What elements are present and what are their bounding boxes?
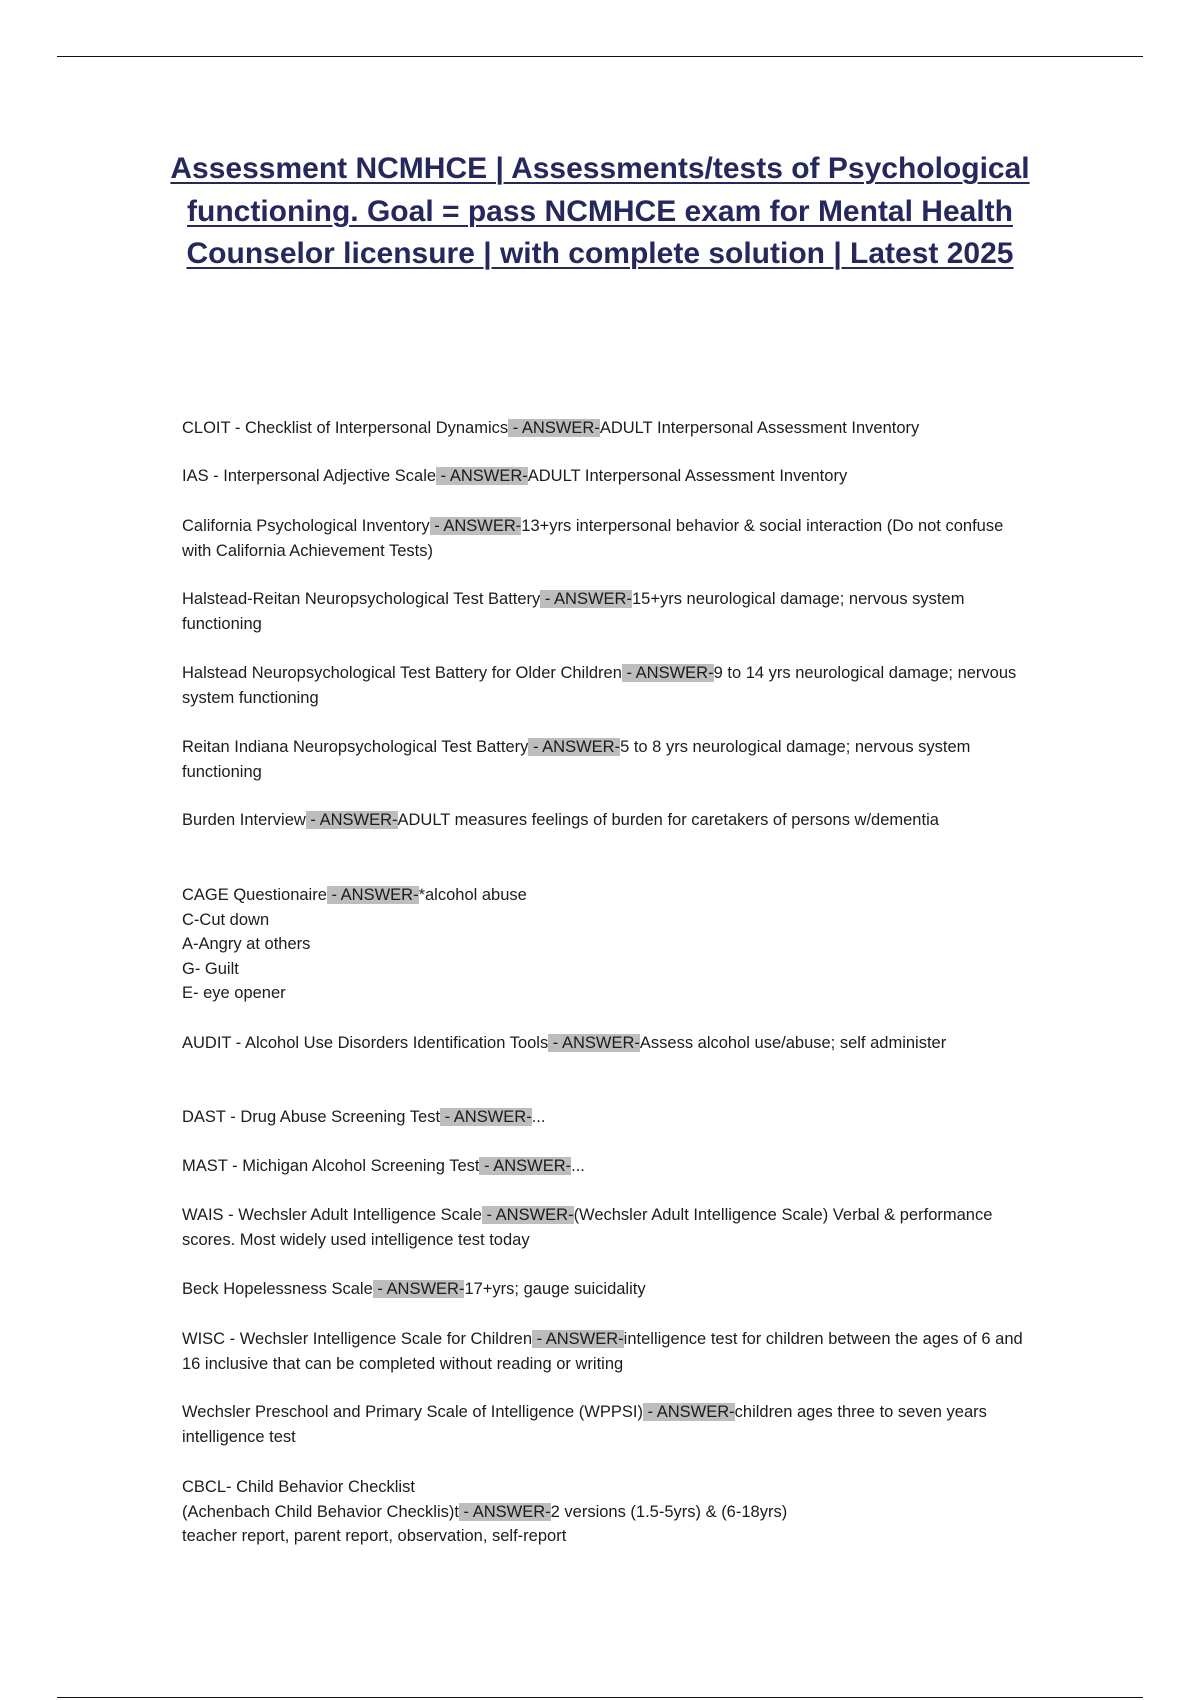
entry-extra-line: G- Guilt	[182, 959, 239, 978]
entry-wais	[182, 1203, 1024, 1252]
entry-term: Burden Interview	[182, 811, 306, 829]
answer-marker: - ANSWER-	[479, 1157, 572, 1175]
entry-answer: ADULT Interpersonal Assessment Inventory	[599, 419, 920, 437]
entry-cage-questionaire	[182, 883, 1024, 1006]
entry-california-psychological-inventory	[182, 514, 1024, 563]
entry-mast	[182, 1154, 1024, 1179]
entry-extra-line: teacher report, parent report, observation, self-report	[182, 1527, 567, 1546]
entry-answer: *alcohol abuse	[418, 886, 527, 904]
answer-marker: - ANSWER-	[540, 590, 632, 608]
entry-beck-hopelessness	[182, 1277, 1024, 1302]
entry-answer: (Wechsler Adult Intelligence Scale) Verbal & performance scores. Most widely used intelligence test today	[182, 1206, 993, 1249]
document-title: Assessment NCMHCE | Assessments/tests of Psychological functioning. Goal = pass NCMHCE exam for Mental Health Counselor licensure | with complete solution | Latest 2025	[170, 152, 1030, 270]
entry-wppsi	[182, 1400, 1024, 1449]
answer-marker: - ANSWER-	[621, 664, 714, 682]
answer-marker: - ANSWER-	[429, 517, 522, 535]
entry-term: IAS - Interpersonal Adjective Scale	[182, 467, 437, 485]
entry-answer: 15+yrs neurological damage; nervous system functioning	[182, 590, 965, 633]
entry-answer: ADULT measures feelings of burden for caretakers of persons w/dementia	[397, 811, 939, 829]
answer-marker: - ANSWER-	[528, 738, 621, 756]
answer-marker: - ANSWER-	[548, 1034, 640, 1052]
entry-answer: intelligence test for children between the ages of 6 and 16 inclusive that can be completed without reading or writing	[182, 1330, 1023, 1373]
entry-reitan-indiana	[182, 735, 1024, 784]
entry-answer: 5 to 8 yrs neurological damage; nervous system functioning	[182, 738, 971, 781]
entry-halstead-reitan	[182, 587, 1024, 636]
entry-answer: Assess alcohol use/abuse; self administer	[639, 1034, 947, 1052]
entry-wisc	[182, 1327, 1024, 1376]
entry-audit	[182, 1031, 1024, 1056]
entry-term: CAGE Questionaire	[182, 886, 327, 904]
entry-term: Halstead Neuropsychological Test Battery for Older Children	[182, 664, 622, 682]
entry-term: CLOIT - Checklist of Interpersonal Dynamics	[182, 419, 509, 437]
answer-marker: - ANSWER-	[458, 1502, 551, 1521]
entry-answer: 17+yrs; gauge suicidality	[464, 1280, 646, 1298]
answer-marker: - ANSWER-	[436, 467, 528, 485]
answer-marker: - ANSWER-	[326, 886, 419, 904]
entry-extra-line: E- eye opener	[182, 984, 286, 1003]
entry-answer: ADULT Interpersonal Assessment Inventory	[527, 467, 848, 485]
entry-term: WISC - Wechsler Intelligence Scale for Children	[182, 1330, 532, 1348]
entry-term: Beck Hopelessness Scale	[182, 1280, 373, 1298]
answer-marker: - ANSWER-	[481, 1206, 574, 1224]
bottom-rule	[57, 1697, 1143, 1698]
entry-answer: ...	[531, 1108, 546, 1126]
entry-halstead-older-children	[182, 661, 1024, 710]
entry-term: DAST - Drug Abuse Screening Test	[182, 1108, 441, 1126]
answer-marker: - ANSWER-	[508, 419, 600, 437]
answer-marker: - ANSWER-	[532, 1330, 624, 1348]
entry-cbcl	[182, 1475, 1024, 1549]
entry-term: AUDIT - Alcohol Use Disorders Identification Tools	[182, 1034, 549, 1052]
entry-answer: ...	[571, 1157, 585, 1175]
entry-answer: 9 to 14 yrs neurological damage; nervous system functioning	[182, 664, 1017, 707]
entry-term: (Achenbach Child Behavior Checklis)t	[182, 1502, 459, 1521]
entry-dast	[182, 1105, 1024, 1130]
entry-answer: 2 versions (1.5-5yrs) & (6-18yrs)	[550, 1502, 788, 1521]
entry-extra-line: C-Cut down	[182, 910, 270, 929]
entry-ias	[182, 464, 1024, 489]
answer-marker: - ANSWER-	[642, 1403, 735, 1421]
top-rule	[57, 56, 1143, 57]
entry-term: Wechsler Preschool and Primary Scale of Intelligence (WPPSI)	[182, 1403, 643, 1421]
entry-term: WAIS - Wechsler Adult Intelligence Scale	[182, 1206, 482, 1224]
entry-term: Halstead-Reitan Neuropsychological Test Battery	[182, 590, 541, 608]
entry-term: MAST - Michigan Alcohol Screening Test	[182, 1157, 480, 1175]
entry-term: Reitan Indiana Neuropsychological Test Battery	[182, 738, 529, 756]
entry-cloit	[182, 416, 1024, 441]
entry-answer: children ages three to seven years intelligence test	[182, 1403, 987, 1446]
answer-marker: - ANSWER-	[305, 811, 398, 829]
entry-term: California Psychological Inventory	[182, 517, 430, 535]
answer-marker: - ANSWER-	[440, 1108, 532, 1126]
entry-pre-line: CBCL- Child Behavior Checklist	[182, 1478, 415, 1496]
entry-answer: 13+yrs interpersonal behavior & social interaction (Do not confuse with California Achievement Tests)	[182, 517, 1004, 560]
entry-burden-interview	[182, 808, 1024, 833]
entry-extra-line: A-Angry at others	[182, 935, 311, 954]
answer-marker: - ANSWER-	[372, 1280, 465, 1298]
